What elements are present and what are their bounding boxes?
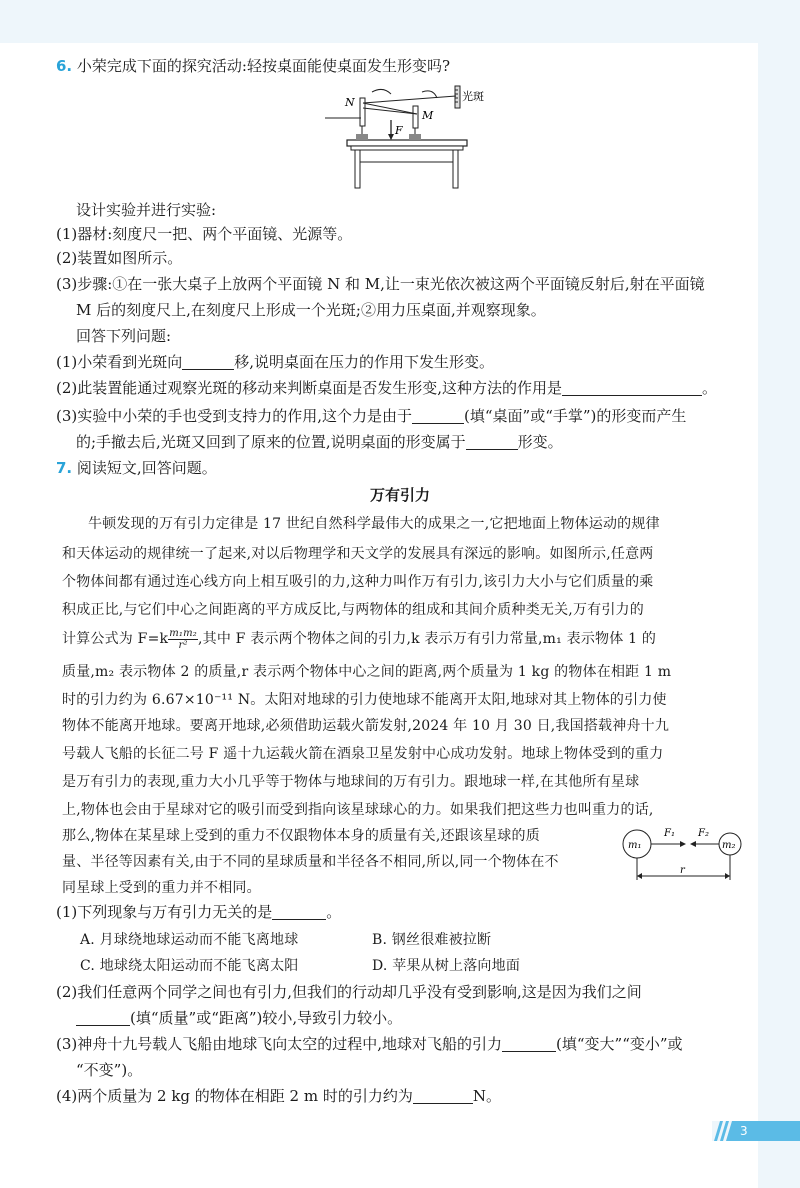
q6-answer-1: (1)小荣看到光斑向 移,说明桌面在压力的作用下发生形变。 [56,353,495,371]
q6-l6: 回答下列问题: [76,327,172,345]
answer-blank[interactable] [182,355,234,370]
formula-fraction: $\frac{\text{m₁m₂}}{\text{r²}}$ [169,627,197,651]
option-c[interactable]: C. 地球绕太阳运动而不能飞离太阳 [80,958,299,974]
passage-line: 和天体运动的规律统一了起来,对以后物理学和天文学的发展具有深远的影响。如图所示,任意两 [62,546,654,562]
passage-line: 上,物体也会由于星球对它的吸引而受到指向该星球球心的力。如果我们把这些力也叫重力的话, [62,802,654,818]
passage-line: 量、半径等因素有关,由于不同的星球质量和半径各不相同,所以,同一个物体在不 [62,854,559,870]
label-n: N [345,96,355,109]
q6-l1: 设计实验并进行实验: [76,201,217,219]
page-number-tab [712,1121,800,1141]
answer-blank[interactable] [413,1089,473,1104]
passage-line: 积成正比,与它们中心之间距离的平方成反比,与两物体的组成和其间介质种类无关,万有引力的 [62,602,644,618]
q7-sub-2b: (填“质量”或“距离”)较小,导致引力较小。 [76,1008,402,1028]
passage-line: 个物体间都有通过连心线方向上相互吸引的力,这种力叫作万有引力,该引力大小与它们质量的乘 [62,574,654,590]
answer-blank[interactable] [562,381,702,396]
label-r: r [680,865,685,876]
answer-blank[interactable] [466,435,518,450]
passage-line: 质量,m₂ 表示物体 2 的质量,r 表示两个物体中心之间的距离,两个质量为 1 kg 的物体在相距 1 m [62,664,672,680]
passage-formula-line: 计算公式为 F=k $\frac{\text{m₁m₂}}{\text{r²}}$ ,其中 F 表示两个物体之间的引力,k 表示万有引力常量,m₁ 表示物体 1 的 [62,627,657,651]
page-number: 3 [740,1124,748,1138]
q6-number: 6. [56,57,73,75]
q6-l2: (1)器材:刻度尺一把、两个平面镜、光源等。 [56,225,353,243]
answer-blank[interactable] [412,409,464,424]
q7-stem-text: 阅读短文,回答问题。 [76,459,217,477]
option-d[interactable]: D. 苹果从树上落向地面 [372,958,521,974]
q6-stem [56,56,450,76]
passage-title: 万有引力 [369,486,430,504]
q6-answer-3b: 的;手撤去后,光斑又回到了原来的位置,说明桌面的形变属于 形变。 [76,433,563,451]
answer-blank[interactable] [502,1037,556,1052]
label-f: F [395,124,403,137]
passage-line: 同星球上受到的重力并不相同。 [62,880,261,896]
passage-line: 号载人飞船的长征二号 F 遥十九运载火箭在酒泉卫星发射中心成功发射。地球上物体受到的重力 [62,746,664,762]
q6-l4: (3)步骤:①在一张大桌子上放两个平面镜 N 和 M,让一束光依次被这两个平面镜反射后,射在平面镜 [56,275,705,293]
q7-sub-3b: “不变”)。 [76,1061,143,1079]
label-f2: F₂ [698,828,709,839]
label-f1: F₁ [664,828,675,839]
q6-l5: M 后的刻度尺上,在刻度尺上形成一个光斑;②用力压桌面,并观察现象。 [76,301,546,319]
answer-blank[interactable] [272,905,326,920]
q6-stem-text: 小荣完成下面的探究活动:轻按桌面能使桌面发生形变吗? [76,57,451,75]
passage-line: 牛顿发现的万有引力定律是 17 世纪自然科学最伟大的成果之一,它把地面上物体运动的规律 [88,516,660,532]
gravitation-figure [620,822,745,884]
passage-line: 时的引力约为 6.67×10⁻¹¹ N。太阳对地球的引力使地球不能离开太阳,地球对其上物体的引力使 [62,692,667,708]
label-m2: m₂ [722,840,736,851]
q6-apparatus-figure [325,84,495,192]
label-m: M [422,109,434,122]
q7-sub-3: (3)神舟十九号载人飞船由地球飞向太空的过程中,地球对飞船的引力 (填“变大”“变小”或 [56,1035,683,1053]
label-spot: 光斑 [462,90,484,103]
q6-l3: (2)装置如图所示。 [56,249,183,267]
q7-number: 7. [56,459,73,477]
q7-sub-4: (4)两个质量为 2 kg 的物体在相距 2 m 时的引力约为 N。 [56,1087,502,1105]
option-b[interactable]: B. 钢丝很难被拉断 [372,932,492,948]
q7-sub-2: (2)我们任意两个同学之间也有引力,但我们的行动却几乎没有受到影响,这是因为我们之间 [56,983,642,1001]
q6-answer-3: (3)实验中小荣的手也受到支持力的作用,这个力是由于 (填“桌面”或“手掌”)的形变而产生 [56,407,687,425]
answer-blank[interactable] [76,1011,130,1026]
q6-answer-2: (2)此装置能通过观察光斑的移动来判断桌面是否发生形变,这种方法的作用是 。 [56,379,718,397]
q7-stem [56,458,217,478]
tab-stripes-icon [712,1121,736,1141]
passage-line: 物体不能离开地球。要离开地球,必须借助运载火箭发射,2024 年 10 月 30 日,我国搭载神舟十九 [62,718,670,734]
passage-line: 是万有引力的表现,重力大小几乎等于物体与地球间的万有引力。跟地球一样,在其他所有星球 [62,774,640,790]
label-m1: m₁ [628,840,642,851]
q7-sub-1: (1)下列现象与万有引力无关的是 。 [56,903,342,921]
passage-line: 那么,物体在某星球上受到的重力不仅跟物体本身的质量有关,还跟该星球的质 [62,828,540,844]
option-a[interactable]: A. 月球绕地球运动而不能飞离地球 [80,932,299,948]
